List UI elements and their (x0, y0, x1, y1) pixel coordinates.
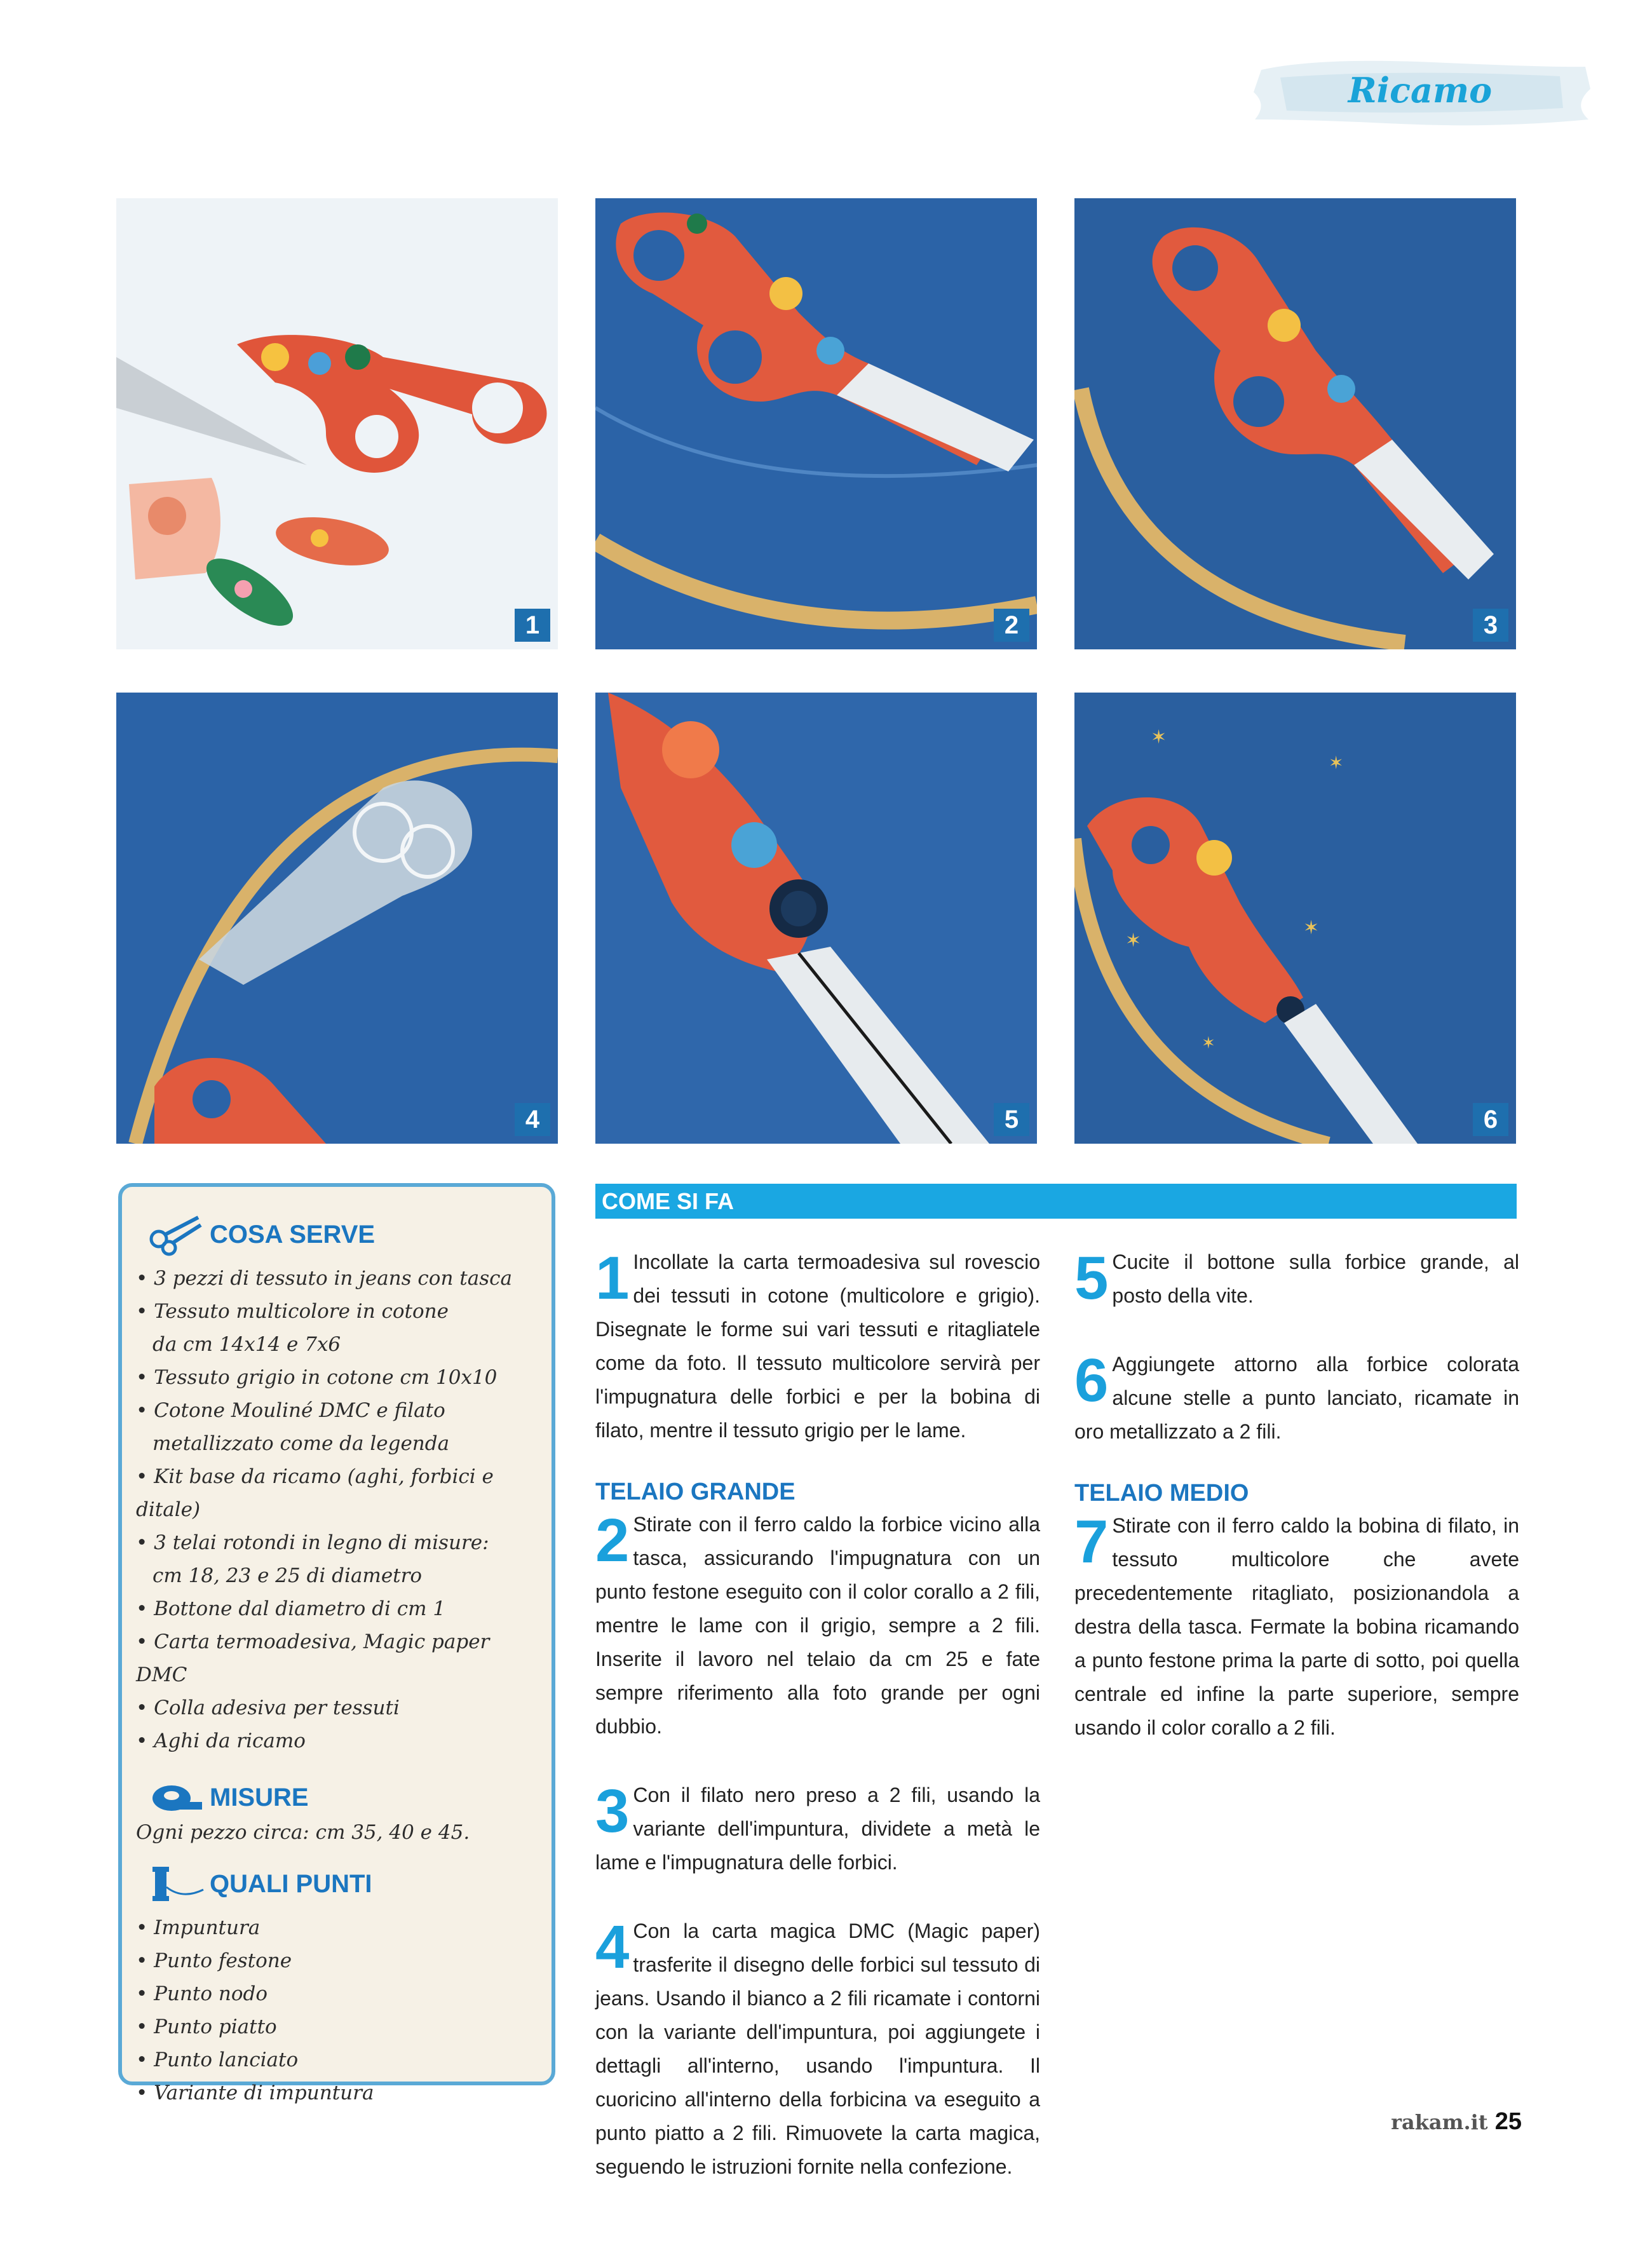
measuring-tape-icon (147, 1775, 205, 1820)
materials-box (118, 1183, 555, 2104)
section-tag (1242, 44, 1598, 140)
telaio-medio-heading: TELAIO MEDIO (1074, 1480, 1249, 1506)
step-photo-6 (1074, 693, 1516, 1144)
stitches-list-item: • Impuntura (136, 1916, 261, 1939)
step-5 (1074, 1245, 1519, 1313)
svg-text:✶: ✶ (1329, 753, 1344, 773)
step-text: Con la carta magica DMC (Magic paper) trasferite il disegno delle forbici sul tessuto di jeans. Usando il bianco a 2 fili ricamate i contorni con la variante dell'impuntura, poi aggiungete i dettagli all'interno, usando l'impuntura. Il cuoricino all'interno della forbicina va eseguito a punto piatto a 2 fili. Rimuovete la carta magica, seguendo le istruzioni fornite nella confezione. (595, 1919, 1040, 2178)
misure-heading (147, 1775, 538, 1820)
materials-list-item: • 3 telai rotondi in legno di misure: (136, 1531, 489, 1554)
photo-number: 6 (1473, 1103, 1508, 1136)
svg-text:✶: ✶ (1125, 930, 1142, 951)
step-text: Cucite il bottone sulla forbice grande, al posto della vite. (1112, 1250, 1519, 1307)
photo-number: 5 (994, 1103, 1029, 1136)
stitches-list-item: • Punto festone (136, 1949, 292, 1972)
misure-title: MISURE (210, 1783, 309, 1811)
svg-text:✶: ✶ (1151, 727, 1167, 748)
step-number: 3 (595, 1777, 630, 1845)
materials-list-item: • Colla adesiva per tessuti (136, 1696, 400, 1719)
step-4 (595, 1914, 1040, 2184)
scissors-icon (147, 1212, 205, 1257)
materials-list-item: • Aghi da ricamo (136, 1730, 306, 1752)
materials-list-item: • Tessuto grigio in cotone cm 10x10 (136, 1366, 498, 1389)
materials-list-item: • Bottone dal diametro di cm 1 (136, 1597, 446, 1620)
step-1 (595, 1245, 1040, 1447)
svg-text:✶: ✶ (1303, 917, 1320, 938)
photo-number: 4 (515, 1103, 550, 1136)
step-photo-4 (116, 693, 558, 1144)
step-7 (1074, 1509, 1519, 1745)
step-text: Incollate la carta termoadesiva sul rovescio dei tessuti in cotone (multicolore e grigio). Disegnate le forme sui vari tessuti e ritagliatele come da foto. Il tessuto multicolore servirà per l'impugnatura delle forbici e per la bobina di filato, mentre il tessuto grigio per le lame. (595, 1250, 1040, 1442)
step-photo-5 (595, 693, 1037, 1144)
step-number: 7 (1074, 1508, 1109, 1576)
section-tag-label: Ricamo (1348, 70, 1493, 111)
instructions-column-left (595, 1245, 1040, 2184)
photo-number: 3 (1473, 609, 1508, 642)
step-photo-2 (595, 198, 1037, 649)
step-text: Stirate con il ferro caldo la bobina di filato, in tessuto multicolore che avete precedentemente ritagliato, posizionandola a destra della tasca. Fermate la bobina ricamando a punto festone prima la parte di sotto, poi quella centrale ed infine la parte superiore, sempre usando il color corallo a 2 fili. (1074, 1514, 1519, 1739)
step-number: 6 (1074, 1346, 1109, 1414)
stitches-list-item: • Punto nodo (136, 1982, 268, 2005)
step-photo-3 (1074, 198, 1516, 649)
stitches-list (136, 1911, 538, 2109)
materials-list-item: • 3 pezzi di tessuto in jeans con tasca (136, 1267, 512, 1290)
come-si-fa-banner: COME SI FA (595, 1184, 1517, 1219)
misure-text: Ogni pezzo circa: cm 35, 40 e 45. (136, 1821, 470, 1844)
step-number: 1 (595, 1244, 630, 1312)
step-number: 4 (595, 1913, 630, 1981)
stitches-list-item: • Variante di impuntura (136, 2082, 374, 2104)
materials-list-item: • Kit base da ricamo (aghi, forbici e ditale) (136, 1465, 494, 1521)
step-number: 5 (1074, 1244, 1109, 1312)
photo-number: 1 (515, 609, 550, 642)
cosa-serve-heading (147, 1212, 538, 1257)
step-6 (1074, 1348, 1519, 1449)
quali-punti-heading (147, 1862, 538, 1906)
materials-list-item: • Tessuto multicolore in cotone (136, 1300, 449, 1323)
step-photo-1 (116, 198, 558, 649)
step-text: Aggiungete attorno alla forbice colorata alcune stelle a punto lanciato, ricamate in oro metallizzato a 2 fili. (1074, 1353, 1519, 1443)
materials-list-item: • Carta termoadesiva, Magic paper DMC (136, 1630, 490, 1686)
stitches-list-item: • Punto piatto (136, 2015, 277, 2038)
cosa-serve-title: COSA SERVE (210, 1220, 376, 1249)
step-2 (595, 1508, 1040, 1743)
materials-list-item: da cm 14x14 e 7x6 (152, 1333, 341, 1356)
step-number: 2 (595, 1506, 630, 1574)
step-text: Stirate con il ferro caldo la forbice vicino alla tasca, assicurando l'impugnatura con un punto festone eseguito con il color corallo a 2 fili, mentre le lame con il grigio, sempre a 2 fili. Inserite il lavoro nel telaio da cm 25 e fate sempre riferimento alla foto grande per ogni dubbio. (595, 1513, 1040, 1738)
materials-list-item: cm 18, 23 e 25 di diametro (152, 1564, 423, 1587)
materials-list-item: metallizzato come da legenda (152, 1432, 450, 1455)
page-footer (1391, 2108, 1522, 2136)
instructions-column-right (1074, 1245, 1519, 1745)
photo-number: 2 (994, 609, 1029, 642)
stitches-list-item: • Punto lanciato (136, 2048, 299, 2071)
step-3 (595, 1778, 1040, 1879)
materials-list (136, 1262, 538, 1757)
telaio-grande-heading: TELAIO GRANDE (595, 1479, 796, 1505)
materials-list-item: • Cotone Mouliné DMC e filato (136, 1399, 445, 1422)
thread-spool-icon (147, 1862, 205, 1906)
page-number: 25 (1494, 2108, 1522, 2135)
svg-text:✶: ✶ (1202, 1033, 1215, 1052)
step-text: Con il filato nero preso a 2 fili, usando la variante dell'impuntura, dividete a metà le lame e l'impugnatura delle forbici. (595, 1784, 1040, 1874)
site-name: rakam.it (1391, 2110, 1488, 2134)
quali-punti-title: QUALI PUNTI (210, 1869, 372, 1898)
